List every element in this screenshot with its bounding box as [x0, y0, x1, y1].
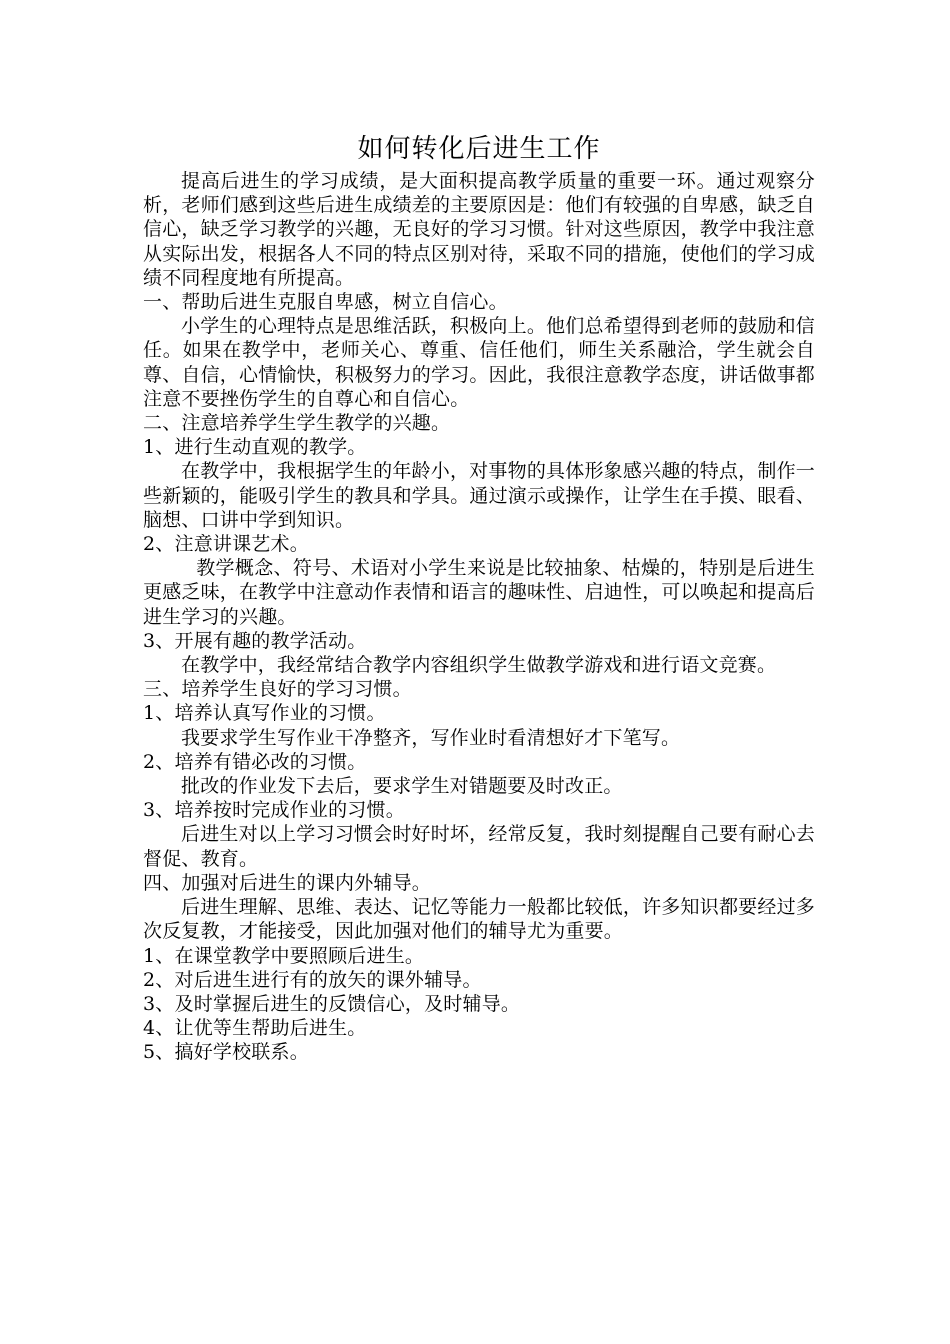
paragraph: 后进生对以上学习习惯会时好时坏，经常反复，我时刻提醒自己要有耐心去督促、教育。	[143, 823, 815, 870]
section-heading: 二、注意培养学生学生教学的兴趣。	[143, 412, 451, 435]
list-item: 2、对后进生进行有的放矢的课外辅导。	[143, 968, 482, 991]
subsection-heading: 3、开展有趣的教学活动。	[143, 629, 367, 652]
document-title: 如何转化后进生工作	[357, 134, 601, 164]
section-heading: 一、帮助后进生克服自卑感，树立自信心。	[143, 291, 508, 314]
subsection-heading: 1、培养认真写作业的习惯。	[143, 702, 386, 725]
subsection-heading: 2、注意讲课艺术。	[143, 533, 309, 556]
paragraph: 后进生理解、思维、表达、记忆等能力一般都比较低，许多知识都要经过多次反复教，才能接受，因此加强对他们的辅导尤为重要。	[143, 896, 815, 943]
document-body	[143, 169, 815, 1065]
list-item: 3、及时掌握后进生的反馈信心，及时辅导。	[143, 992, 521, 1015]
list-item: 1、在课堂教学中要照顾后进生。	[143, 944, 425, 967]
paragraph: 在教学中，我经常结合教学内容组织学生做教学游戏和进行语文竞赛。	[181, 654, 777, 677]
list-item: 5、搞好学校联系。	[143, 1041, 309, 1064]
section-heading: 三、培养学生良好的学习习惯。	[143, 678, 412, 701]
section-heading: 四、加强对后进生的课内外辅导。	[143, 871, 432, 894]
paragraph: 提高后进生的学习成绩，是大面积提高教学质量的重要一环。通过观察分析，老师们感到这些后进生成绩差的主要原因是：他们有较强的自卑感，缺乏自信心，缺乏学习教学的兴趣，无良好的学习习惯。针对这些原因，教学中我注意从实际出发，根据各人不同的特点区别对待，采取不同的措施，使他们的学习成绩不同程度地有所提高。	[143, 170, 816, 289]
paragraph: 小学生的心理特点是思维活跃，积极向上。他们总希望得到老师的鼓励和信任。如果在教学中，老师关心、尊重、信任他们，师生关系融洽，学生就会自尊、自信，心情愉快，积极努力的学习。因此，我很注意教学态度，讲话做事都注意不要挫伤学生的自尊心和自信心。	[143, 315, 816, 410]
document-page	[143, 131, 815, 1065]
subsection-heading: 3、培养按时完成作业的习惯。	[143, 799, 405, 822]
subsection-heading: 1、进行生动直观的教学。	[143, 436, 367, 459]
paragraph: 批改的作业发下去后，要求学生对错题要及时改正。	[181, 775, 623, 798]
paragraph: 我要求学生写作业干净整齐，写作业时看清想好才下笔写。	[181, 726, 681, 749]
paragraph: 教学概念、符号、术语对小学生来说是比较抽象、枯燥的，特别是后进生更感乏味，在教学中注意动作表情和语言的趣味性、启迪性，可以唤起和提高后进生学习的兴趣。	[143, 557, 816, 628]
paragraph: 在教学中，我根据学生的年龄小，对事物的具体形象感兴趣的特点，制作一些新颖的，能吸引学生的教具和学具。通过演示或操作，让学生在手摸、眼看、脑想、口讲中学到知识。	[143, 460, 816, 531]
list-item: 4、让优等生帮助后进生。	[143, 1017, 367, 1040]
subsection-heading: 2、培养有错必改的习惯。	[143, 750, 367, 773]
